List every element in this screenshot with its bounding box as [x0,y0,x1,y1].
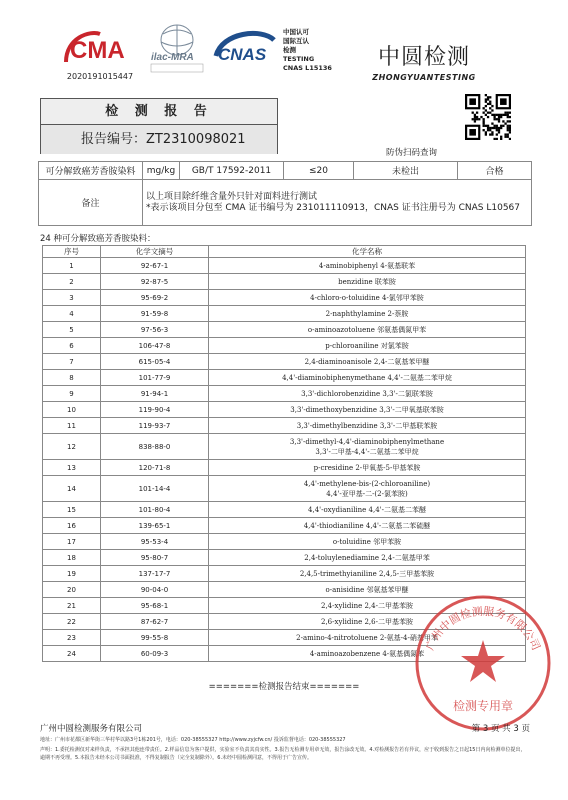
row-number: 4 [43,306,101,322]
report-number: 报告编号：ZT2310098021 [41,125,277,154]
chemical-name: benzidine 联苯胺 [209,274,526,290]
table-row [43,258,526,274]
table-header-row [43,246,526,258]
cas-number: 119-90-4 [101,402,209,418]
chemical-name: 2,4-toluylenediamine 2,4-二氨基甲苯 [209,550,526,566]
cas-number: 838-88-0 [101,434,209,460]
chemical-name: 4,4'-thiodianiline 4,4'-二氨基二苯硫醚 [209,518,526,534]
chemical-name: 2,4-diaminoanisole 2,4-二氨基苯甲醚 [209,354,526,370]
cas-number: 137-17-7 [101,566,209,582]
brand-name-en: ZHONGYUANTESTING [372,73,476,82]
row-number: 17 [43,534,101,550]
row-number: 11 [43,418,101,434]
table-row [43,386,526,402]
table-row [43,502,526,518]
table-row [43,322,526,338]
chemical-name: 2,4,5-trimethyianiline 2,4,5-三甲基苯胺 [209,566,526,582]
table-row [43,566,526,582]
chemical-name: o-aminoazotoluene 邻氨基偶氮甲苯 [209,322,526,338]
row-number: 9 [43,386,101,402]
table-row [43,518,526,534]
row-number: 7 [43,354,101,370]
chemical-name: 2,4-xylidine 2,4-二甲基苯胺 [209,598,526,614]
table-row [43,476,526,502]
cas-number: 101-14-4 [101,476,209,502]
svg-text:CNAS: CNAS [218,45,267,64]
row-number: 24 [43,646,101,662]
cnas-logo [212,26,278,70]
row-number: 23 [43,630,101,646]
cas-number: 95-53-4 [101,534,209,550]
result: 未检出 [354,162,458,180]
row-number: 15 [43,502,101,518]
chemical-name: o-anisidine 邻氨基苯甲醚 [209,582,526,598]
table-row [43,534,526,550]
chemical-name: 3,3'-dimethylbenzidine 3,3'-二甲基联苯胺 [209,418,526,434]
cas-number: 91-94-1 [101,386,209,402]
cas-number: 95-80-7 [101,550,209,566]
remark-text [143,180,532,226]
footer-company: 广州中圆检测服务有限公司 [40,724,143,734]
method: GB/T 17592-2011 [180,162,284,180]
cas-number: 139-65-1 [101,518,209,534]
cas-number: 95-68-1 [101,598,209,614]
remark-line-1: 以上项目除纤维含量外只针对面料进行测试 [146,191,318,202]
row-number: 12 [43,434,101,460]
cas-number: 97-56-3 [101,322,209,338]
chemical-name: 4,4'-diaminobiphenymethane 4,4'-二氨基二苯甲烷 [209,370,526,386]
remark-line-2: *表示该项目分包至 CMA 证书编号为 231011110913，CNAS 证书注册号为 CNAS L10567 [146,202,521,213]
brand-name-cn: 中圆检测 [377,45,470,70]
chemical-name-line-2: 4,4'-亚甲基-二-(2-氯苯胺) [326,489,408,498]
list-caption: 24 种可分解致癌芳香胺染料： [40,234,156,244]
row-number: 5 [43,322,101,338]
cas-number: 119-93-7 [101,418,209,434]
row-number: 20 [43,582,101,598]
cas-number: 87-62-7 [101,614,209,630]
unit: mg/kg [143,162,180,180]
remark-label: 备注 [39,180,143,226]
cas-number: 91-59-8 [101,306,209,322]
cas-number: 120-71-8 [101,460,209,476]
page-number: 第 3 页 共 3 页 [471,724,530,734]
row-number: 10 [43,402,101,418]
stamp-label: 检测专用章 [452,699,514,713]
ilac-mra-logo [147,22,207,76]
chemical-name: o-toluidine 邻甲苯胺 [209,534,526,550]
footer-address: 地址：广州市花都区新华街三华村华以路3号1栋201号，电话：020-38555327 http://www.zyjcfw.cn/ 投诉监督电话：020-38555327 [40,737,346,743]
cas-number: 101-77-9 [101,370,209,386]
chemical-name: 2-naphthylamine 2-萘胺 [209,306,526,322]
summary-row [39,162,532,180]
row-number: 22 [43,614,101,630]
chemical-name: p-chloroaniline 对氯苯胺 [209,338,526,354]
cas-number: 92-87-5 [101,274,209,290]
cas-number: 615-05-4 [101,354,209,370]
cas-number: 101-80-4 [101,502,209,518]
test-item: 可分解致癌芳香胺染料 [39,162,143,180]
table-row [43,418,526,434]
svg-text:CMA: CMA [70,37,125,64]
cas-number: 99-55-8 [101,630,209,646]
stamp-star-icon [461,640,505,682]
footer-statement: 声明：1.委托检测仅对来样负责，不承担其他连带责任。2.样品信息为客户提供，实验室不负责其真实性。3.报告无检测专用章无效，报告涂改无效。4.对检测报告若有异议，应于收到报告之日起15日内向检测单位提出，逾期不再受理。5.本报告未经本公司书面批准，不得复制报告（完全复制除外）。6.未经中圆检测同意，不得用于广告宣传。 [40,747,526,761]
row-number: 13 [43,460,101,476]
row-number: 8 [43,370,101,386]
chemical-name [209,476,526,502]
remark-row [39,180,532,226]
table-row [43,306,526,322]
cnas-accreditation-text: 中国认可 国际互认 检测 TESTING CNAS L15136 [283,28,332,72]
qr-caption: 防伪扫码查询 [386,148,438,158]
table-row [43,460,526,476]
table-row [43,402,526,418]
table-row [43,550,526,566]
row-number: 2 [43,274,101,290]
chemical-name: 3,3'-dimethoxybenzidine 3,3'-二甲氧基联苯胺 [209,402,526,418]
chemical-name-line-2: 3,3'-二甲基-4,4'-二氨基二苯甲烷 [315,447,419,456]
header-name: 化学名称 [209,246,526,258]
chemical-name: 4-aminoazobenzene 4-氨基偶氮苯 [209,646,526,662]
chemical-name: 4-chloro-o-toluidine 4-氯邻甲苯胺 [209,290,526,306]
report-title: 检 测 报 告 [41,99,277,125]
table-row [43,274,526,290]
chemical-name: 2,6-xylidine 2,6-二甲基苯胺 [209,614,526,630]
conclusion: 合格 [458,162,532,180]
stamp-company-text: 广州中圆检测服务有限公司 [423,604,543,653]
table-row [43,434,526,460]
cas-number: 90-04-0 [101,582,209,598]
header-no: 序号 [43,246,101,258]
report-title-box [40,98,278,154]
row-number: 18 [43,550,101,566]
row-number: 21 [43,598,101,614]
row-number: 3 [43,290,101,306]
table-row [43,354,526,370]
chemical-name: 3,3'-dichlorobenzidine 3,3'-二氯联苯胺 [209,386,526,402]
company-brand [364,40,484,82]
cas-number: 92-67-1 [101,258,209,274]
row-number: 14 [43,476,101,502]
cma-logo [60,28,130,68]
cas-number: 60-09-3 [101,646,209,662]
table-row [43,290,526,306]
row-number: 19 [43,566,101,582]
row-number: 1 [43,258,101,274]
chemical-name-line-1: 4,4'-methylene-bis-(2-chloroaniline) [303,479,431,488]
row-number: 16 [43,518,101,534]
table-row [43,338,526,354]
cert-number: 2020191015447 [66,72,134,81]
header-cas: 化学文摘号 [101,246,209,258]
cas-number: 95-69-2 [101,290,209,306]
chemical-name: 4,4'-oxydianiline 4,4'-二氨基二苯醚 [209,502,526,518]
chemical-name: 2-amino-4-nitrotoluene 2-氨基-4-硝基甲苯 [209,630,526,646]
svg-text:ilac-MRA: ilac-MRA [151,52,194,63]
report-end: =======检测报告结束======= [208,682,360,692]
chemical-name-line-1: 3,3'-dimethyl-4,4'-diaminobiphenylmethane [289,437,445,446]
summary-table [38,161,532,226]
chemical-name: 4-aminobiphenyl 4-氨基联苯 [209,258,526,274]
inspection-stamp [408,588,558,738]
table-row [43,370,526,386]
chemical-name: p-cresidine 2-甲氧基-5-甲基苯胺 [209,460,526,476]
footer [40,722,530,762]
limit: ≤20 [284,162,354,180]
chemical-name [209,434,526,460]
row-number: 6 [43,338,101,354]
cas-number: 106-47-8 [101,338,209,354]
qr-code[interactable] [465,94,511,140]
